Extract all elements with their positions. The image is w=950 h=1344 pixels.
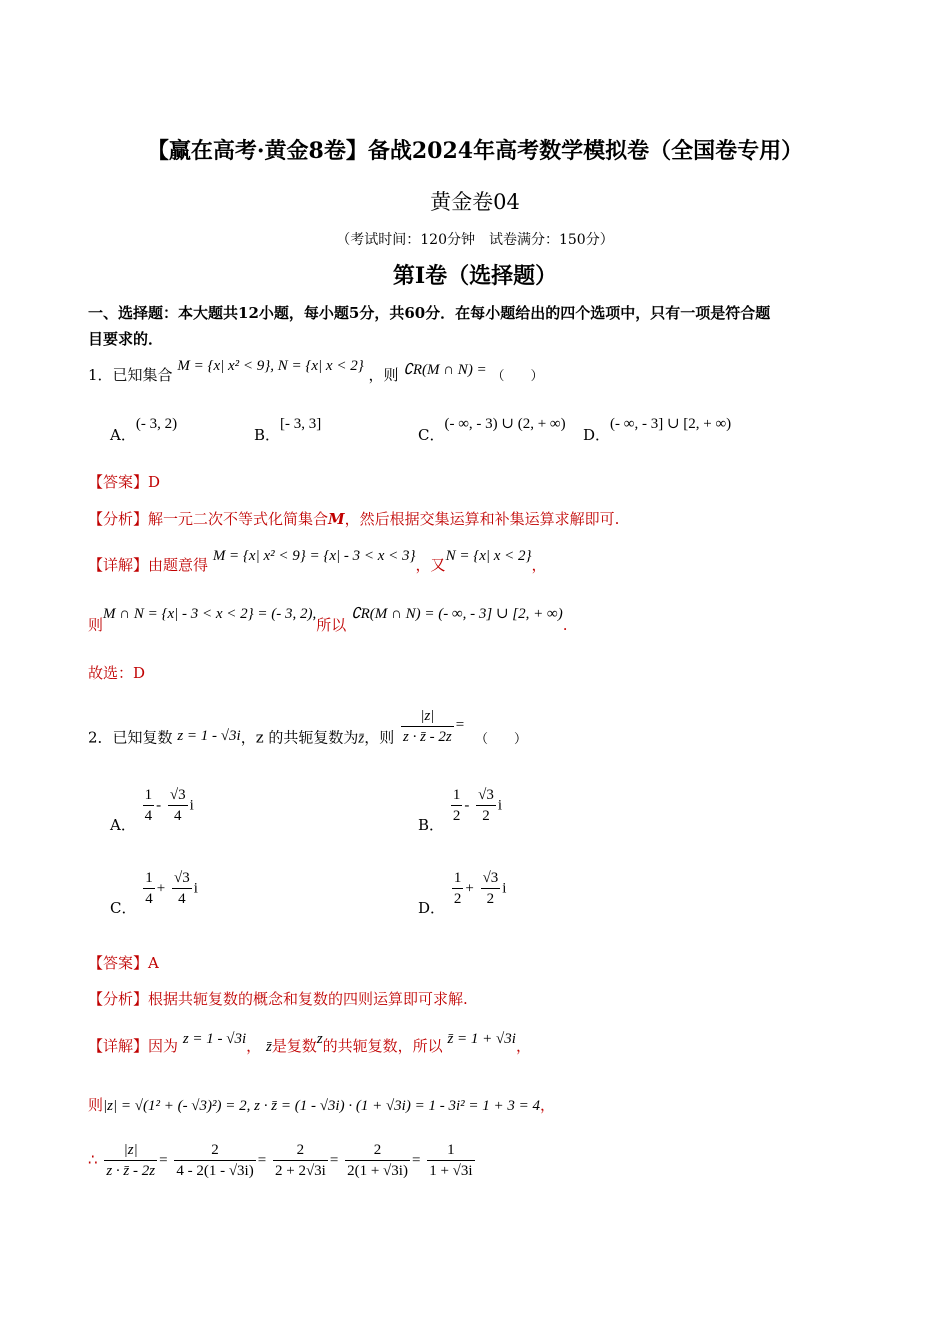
section-intro-line1: 一、选择题：本大题共12小题，每小题5分，共60分．在每小题给出的四个选项中，只有一项是符合题: [88, 304, 771, 322]
q1-detail-line2: 则M ∩ N = {x| - 3 < x < 2} = (- 3, 2),所以 ∁R(M ∩ N) = (- ∞, - 3] ∪ [2, + ∞).: [88, 606, 568, 634]
q1-stem: [88, 358, 544, 390]
q2-stem: 2．已知复数 z = 1 - √3i，z 的共轭复数为z̄，则 $\frac{|z|}{z \cdot z̄ - 2z}$ = （ ）: [88, 708, 528, 747]
volume-heading: 第I卷（选择题）: [392, 263, 558, 289]
q2-option-a[interactable]: A． $\frac{1}{4}$ - $\frac{√3}{4}$ i: [110, 787, 194, 834]
section-intro-line2: 目要求的．: [88, 330, 164, 348]
q1-detail: 【详解】由题意得 M = {x| x² < 9} = {x| - 3 < x < 3}，又N = {x| x < 2}，: [88, 548, 547, 574]
q1-answer: 【答案】D: [88, 473, 161, 491]
q2-option-c[interactable]: C． $\frac{1}{4}$ + $\frac{√3}{4}$ i: [110, 870, 198, 917]
q1-option-d[interactable]: D．(- ∞, - 3] ∪ [2, + ∞): [583, 416, 732, 444]
q1-set-m: M = {x| x² < 9}: [177, 358, 271, 374]
q2-answer: 【答案】A: [88, 954, 159, 972]
q1-option-b[interactable]: B．[- 3, 3]: [254, 416, 322, 444]
q2-option-b[interactable]: B． $\frac{1}{2}$ - $\frac{√3}{2}$ i: [418, 787, 502, 834]
q1-option-c[interactable]: C．(- ∞, - 3) ∪ (2, + ∞): [418, 416, 566, 444]
q1-option-a[interactable]: A．(- 3, 2): [110, 416, 178, 444]
q1-expr: ∁R(M ∩ N) =: [403, 362, 487, 378]
q2-option-d[interactable]: D． $\frac{1}{2}$ + $\frac{√3}{2}$ i: [418, 870, 507, 917]
q1-set-n: , N = {x| x < 2}: [270, 358, 364, 374]
q2-detail-line2: 则|z| = √(1² + (- √3)²) = 2, z · z̄ = (1 - √3i) · (1 + √3i) = 1 - 3i² = 1 + 3 = 4，: [88, 1096, 556, 1114]
q1-analysis: 【分析】解一元二次不等式化简集合M，然后根据交集运算和补集运算求解即可.: [88, 510, 620, 528]
exam-meta: （考试时间：120分钟 试卷满分：150分）: [336, 232, 614, 248]
q2-analysis: 【分析】根据共轭复数的概念和复数的四则运算即可求解.: [88, 990, 468, 1008]
exam-title: 【赢在高考·黄金8卷】备战2024年高考数学模拟卷（全国卷专用）: [146, 138, 804, 164]
q1-number: 1．已知集合: [88, 366, 173, 384]
q2-fraction: $\frac{|z|}{z \cdot z̄ - 2z}$: [403, 708, 452, 745]
q1-conclusion: 故选：D: [88, 664, 146, 682]
q1-then: ，则: [368, 366, 399, 384]
q2-detail: 【详解】因为 z = 1 - √3i， z̄是复数z的共轭复数，所以 z̄ = 1 + √3i，: [88, 1031, 531, 1055]
exam-subtitle: 黄金卷04: [430, 190, 520, 214]
q1-paren: （ ）: [491, 369, 544, 384]
q2-detail-line3: ∴ $\frac{|z|}{z \cdot z̄ - 2z}$ = $\frac{2}{4 - 2(1 - √3i)}$ = $\frac{2}{2 + 2√3i}$ = $\frac{2}{2(1 + √3i)}$ = $\frac{1}{1 + √3i}$: [88, 1142, 473, 1179]
